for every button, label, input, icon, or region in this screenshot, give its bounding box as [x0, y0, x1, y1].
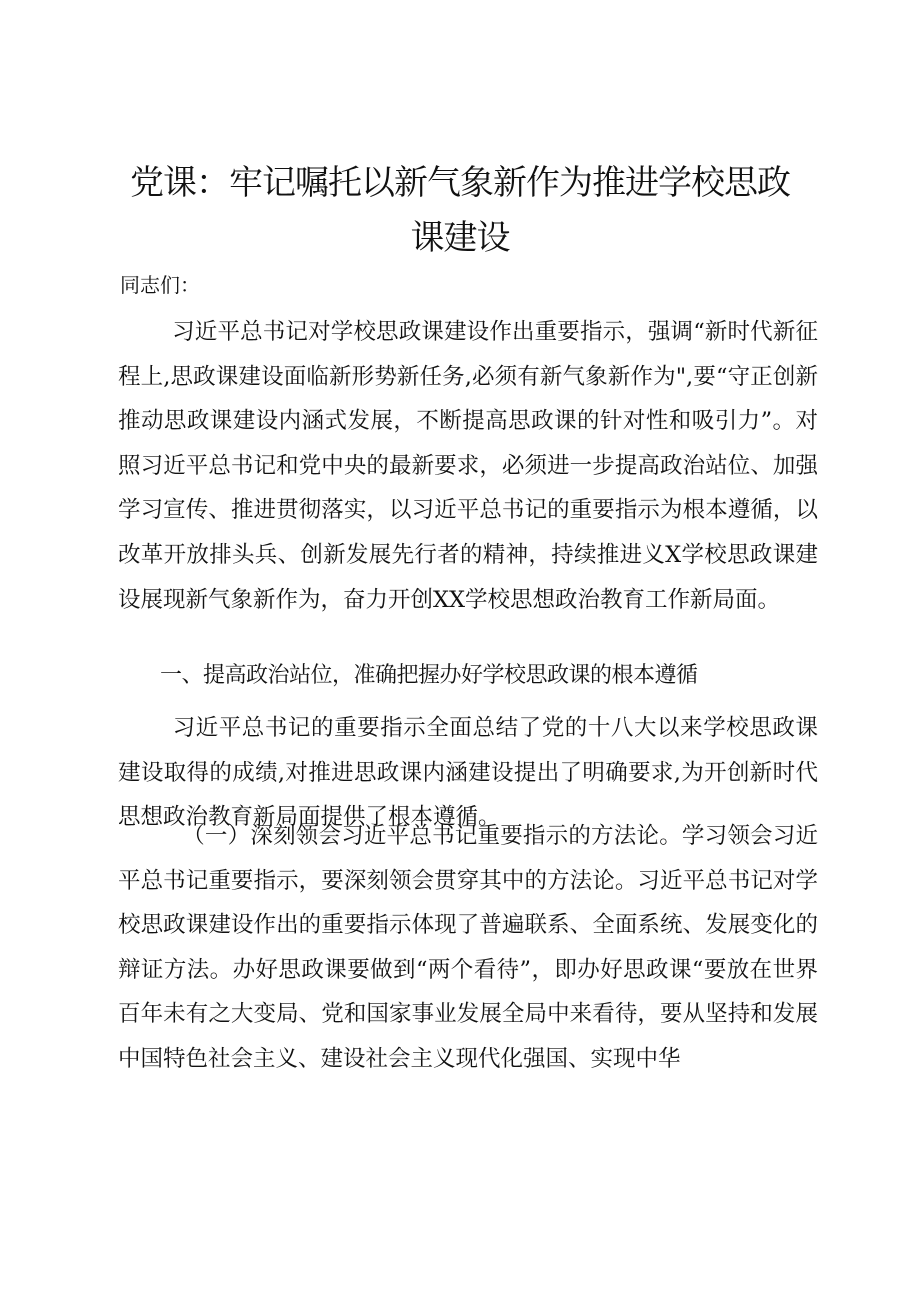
paragraph-subsection-1 [118, 814, 818, 1082]
document-title-line-2: 课建设 [410, 218, 510, 258]
document-title-line-1: 党课：牢记嘱托以新气象新作为推进学校思政 [130, 163, 790, 203]
paragraph-intro [118, 310, 818, 622]
paragraph-subsection-1-text: （一）深刻领会习近平总书记重要指示的方法论。学习领会习近平总书记重要指示，要深刻领会贯穿其中的方法论。习近平总书记对学校思政课建设作出的重要指示体现了普遍联系、全面系统、发展变化的辩证方法。办好思政课要做到“两个看待”，即办好思政课“要放在世界百年未有之大变局、党和国家事业发展全局中来看待，要从坚持和发展中国特色社会主义、建设社会主义现代化强国、实现中华 [118, 823, 818, 1072]
paragraph-section1-intro-text: 习近平总书记的重要指示全面总结了党的十八大以来学校思政课建设取得的成绩,对推进思政课内涵建设提出了明确要求,为开创新时代思想政治教育新局面提供了根本遵循。 [118, 715, 818, 831]
salutation: 同志们： [120, 273, 200, 297]
paragraph-intro-text: 习近平总书记对学校思政课建设作出重要指示，强调“新时代新征程上,思政课建设面临新形势新任务,必须有新气象新作为",要“守正创新推动思政课建设内涵式发展，不断提高思政课的针对性和吸引力”。对照习近平总书记和党中央的最新要求，必须进一步提高政治站位、加强学习宣传、推进贯彻落实，以习近平总书记的重要指示为根本遵循，以改革开放排头兵、创新发展先行者的精神，持续推进义X学校思政课建设展现新气象新作为，奋力开创XX学校思想政治教育工作新局面。 [118, 319, 818, 613]
section-heading-1: 一、提高政治站位，准确把握办好学校思政课的根本遵循 [160, 663, 698, 688]
